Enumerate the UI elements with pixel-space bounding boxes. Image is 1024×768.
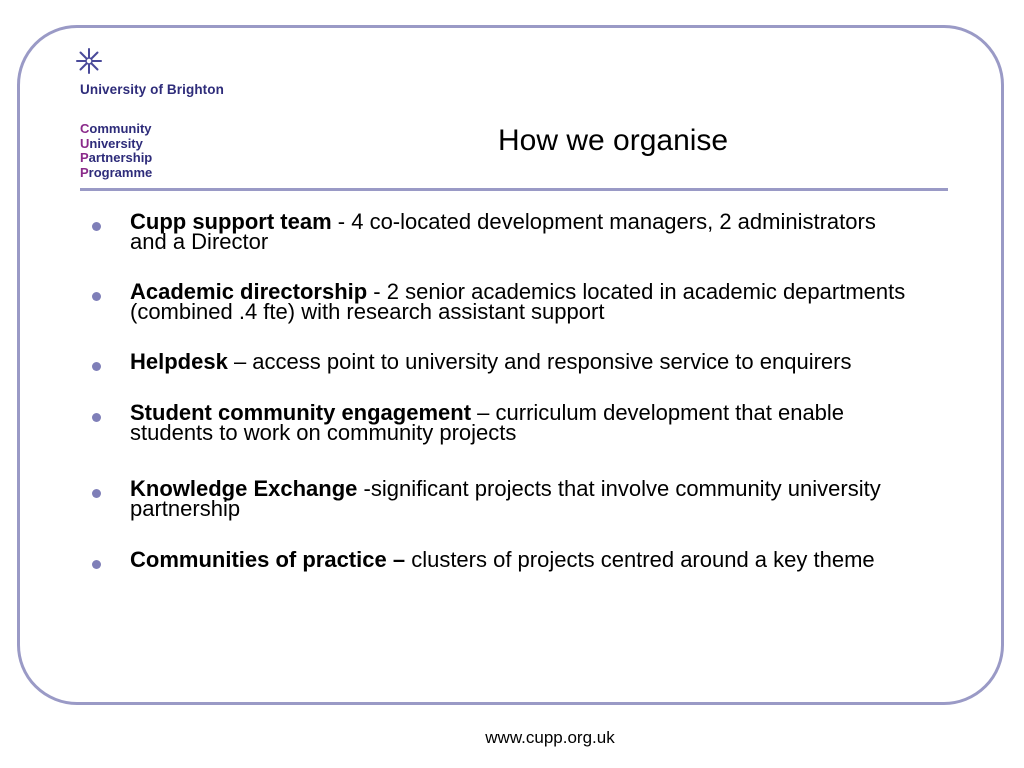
bullet-icon — [92, 362, 101, 371]
bullet-text: clusters of projects centred around a key theme — [405, 547, 875, 572]
bullet-icon — [92, 292, 101, 301]
footer — [0, 728, 1024, 748]
programme-line: Programme — [80, 164, 153, 180]
bullet-item — [92, 400, 912, 445]
bullet-list — [92, 209, 912, 572]
bullet-icon — [92, 489, 101, 498]
programme-line: University — [80, 135, 143, 151]
bullet-term: Cupp support team — [130, 209, 332, 234]
slide-title: How we organise — [498, 124, 729, 157]
bullet-icon — [92, 560, 101, 569]
bullet-icon — [92, 222, 101, 231]
programme-line: Community — [80, 121, 152, 136]
university-name: University of Brighton — [80, 82, 224, 97]
programme-name — [80, 122, 152, 180]
title-divider — [80, 188, 948, 191]
star-icon — [76, 48, 102, 74]
bullet-item — [92, 349, 912, 374]
bullet-text: -significant projects that involve community university partnership — [130, 476, 881, 521]
bullet-text: - 2 senior academics located in academic departments (combined .4 fte) with research assistant support — [130, 279, 906, 324]
bullet-item — [92, 547, 912, 572]
bullet-term: Knowledge Exchange — [130, 476, 358, 501]
footer-url: www.cupp.org.uk — [485, 728, 615, 747]
bullet-term: Student community engagement — [130, 400, 472, 425]
bullet-text: – access point to university and responsive service to enquirers — [227, 349, 852, 374]
bullet-item — [92, 279, 912, 324]
bullet-term: Communities of practice – — [130, 547, 406, 572]
bullet-term: Academic directorship — [130, 279, 368, 304]
bullet-text: - 4 co-located development managers, 2 administrators and a Director — [130, 209, 876, 254]
bullet-item — [92, 476, 912, 521]
bullet-icon — [92, 413, 101, 422]
bullet-term: Helpdesk — [130, 349, 228, 374]
programme-line: Partnership — [80, 150, 153, 165]
bullet-item — [92, 209, 912, 254]
bullet-text: – curriculum development that enable students to work on community projects — [130, 400, 845, 445]
